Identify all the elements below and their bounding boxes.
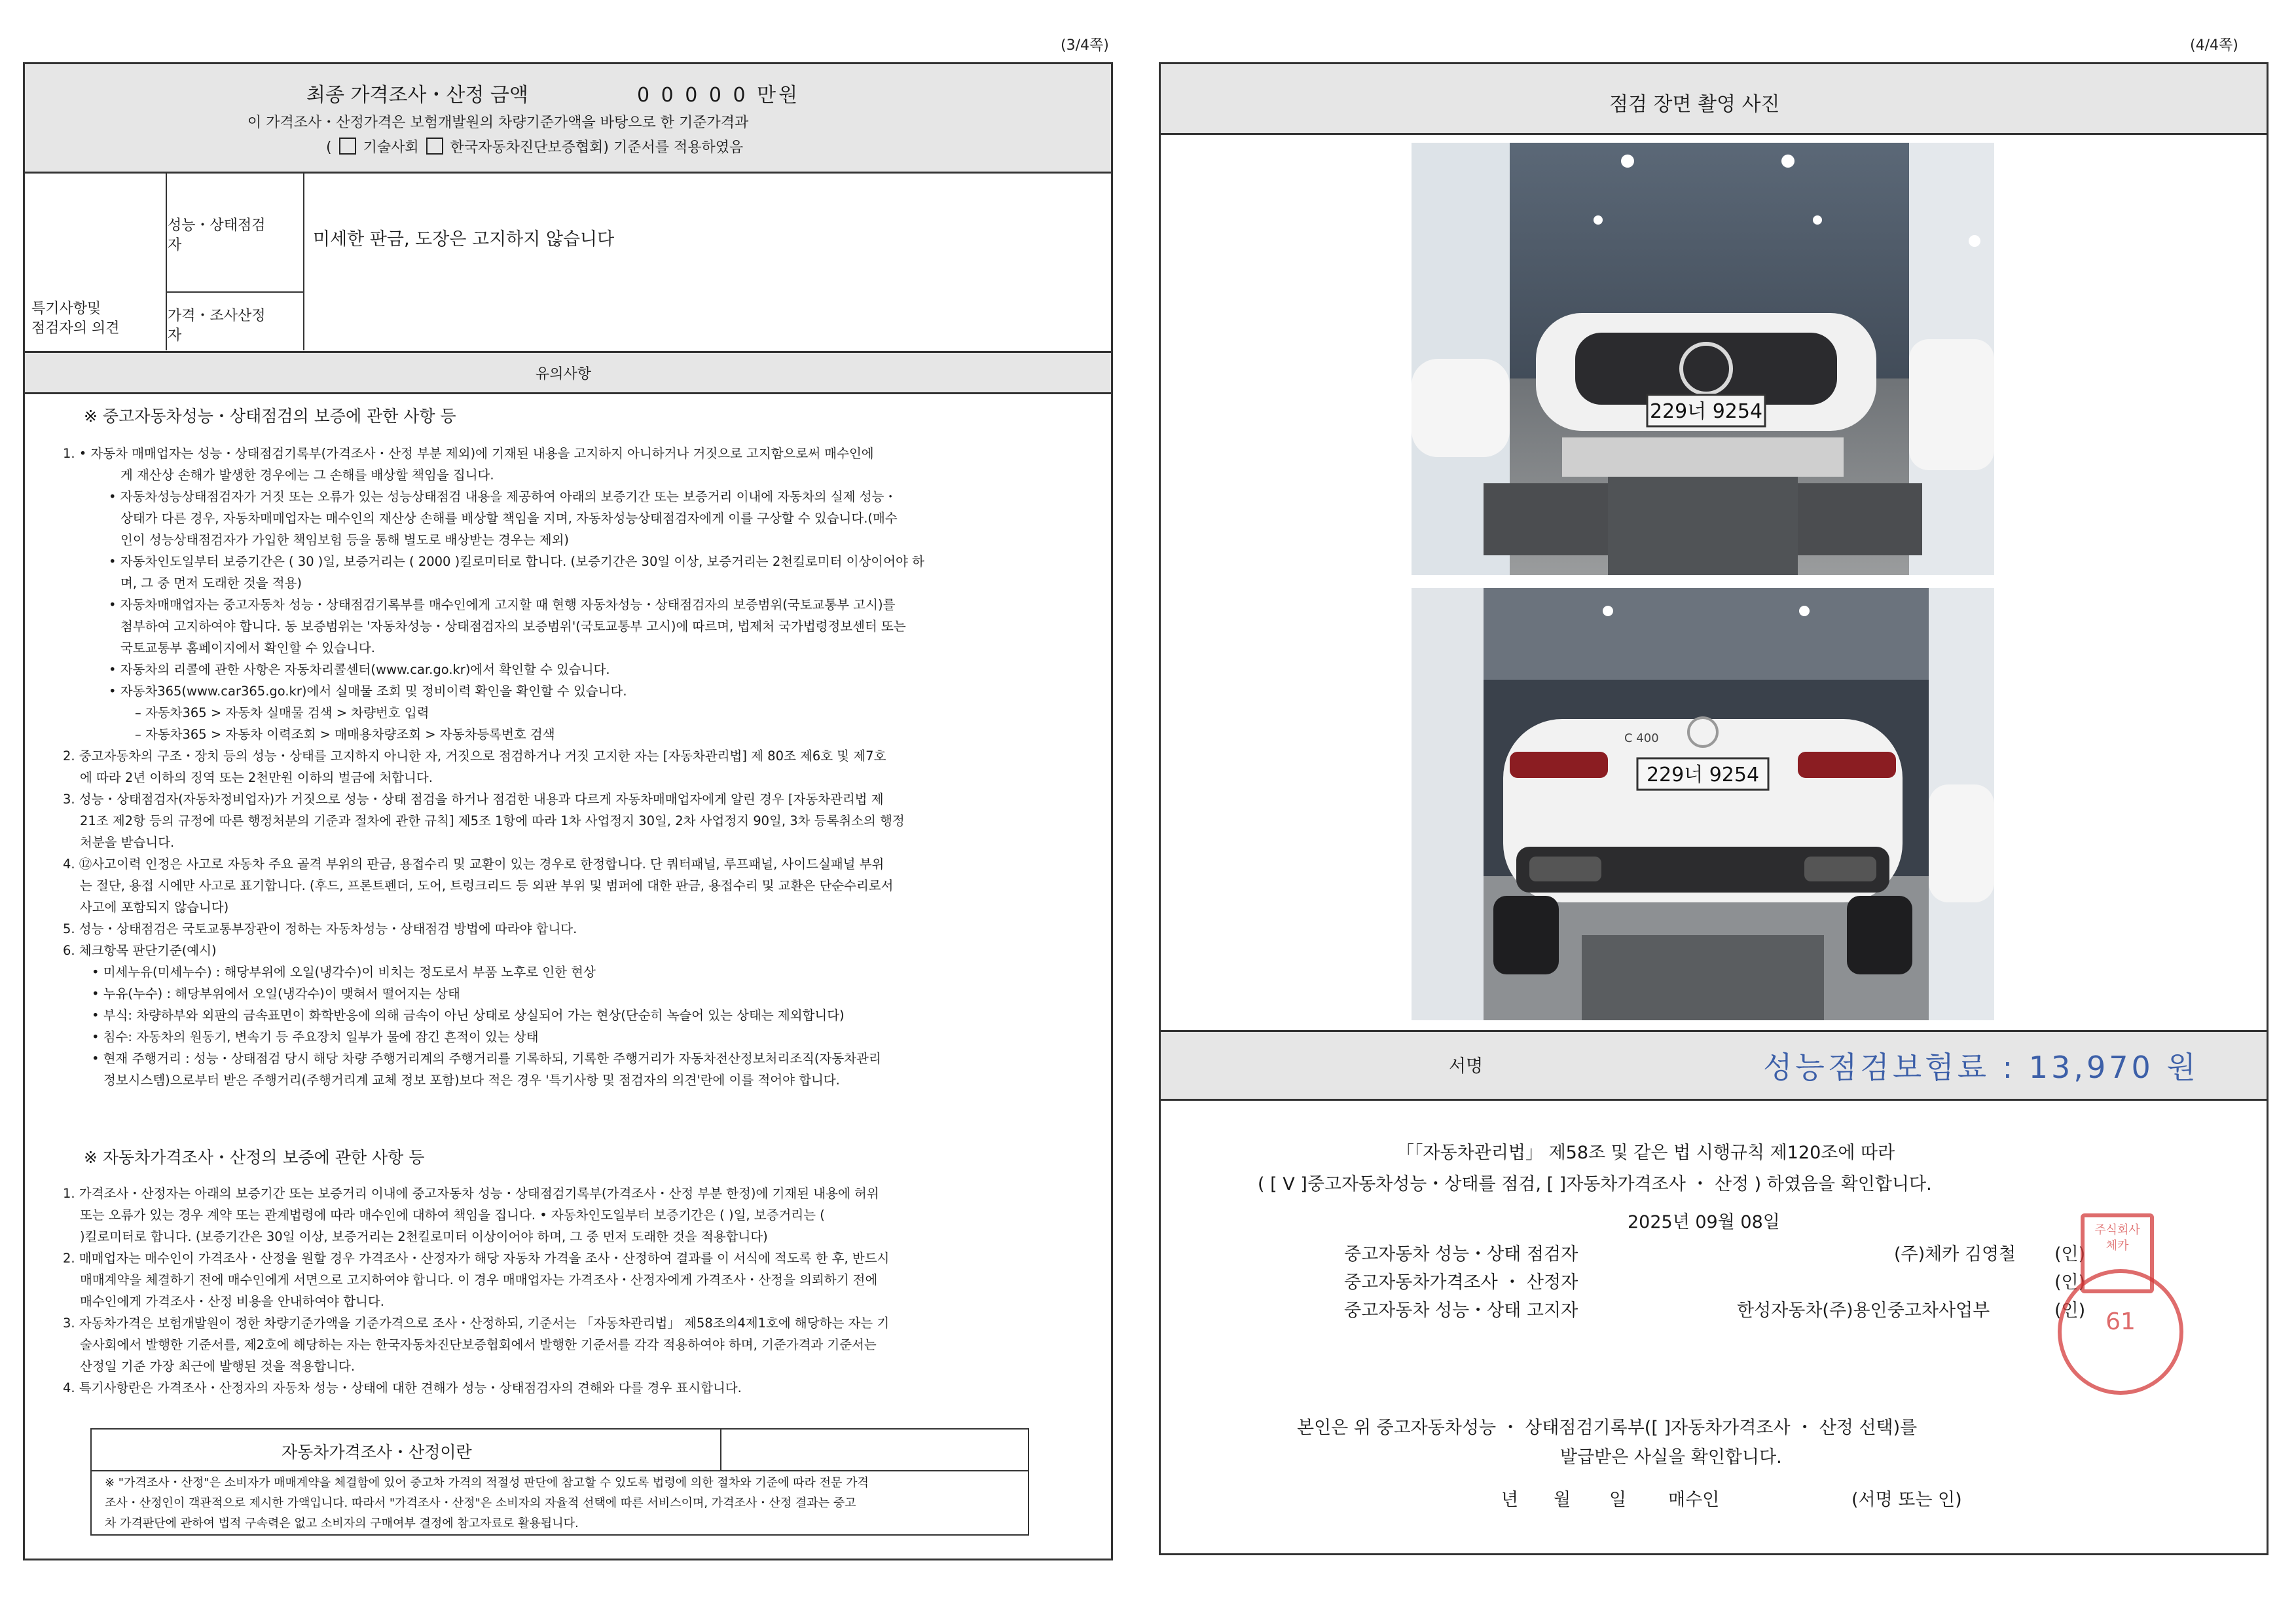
front-car-illustration — [1412, 143, 1994, 575]
s1-line: • 자동차성능상태점검자가 거짓 또는 오류가 있는 성능상태점검 내용을 제공하여 아래의 보증기간 또는 보증거리 이내에 자동차의 실제 성능・ — [109, 489, 897, 504]
s2-line: 4. 특기사항란은 가격조사・산정자의 자동차 성능・상태에 대한 견해가 성능・상태점검자의 견해와 다를 경우 표시합니다. — [63, 1380, 742, 1395]
signer-role: 중고자동차 성능・상태 점검자 — [1344, 1244, 1578, 1264]
s2-line: 산정일 기준 가장 최근에 발행된 것을 적용합니다. — [80, 1359, 355, 1374]
rear-badge-text: C 400 — [1624, 731, 1659, 745]
s1-line: • 부식: 차량하부와 외판의 금속표면이 화학반응에 의해 금속이 아닌 상태로 상실되어 가는 현상(단순히 녹슬어 있는 상태는 제외합니다) — [92, 1008, 845, 1023]
definition-title-cell — [92, 1430, 721, 1471]
s1-line: • 현재 주행거리 : 성능・상태점검 당시 해당 차량 주행거리계의 주행거리를 기록하되, 기록한 주행거리가 자동차전산정보처리조직(자동차관리 — [92, 1051, 881, 1066]
page-number-right: (4/4쪽) — [2190, 37, 2238, 54]
s2-line: 술사회에서 발행한 기준서를, 제2호에 해당하는 자는 한국자동차진단보증협회에서 발행한 기준서를 각각 적용하여야 하며, 기준가격과 기준서는 — [80, 1337, 877, 1352]
standard-options — [326, 136, 743, 157]
s2-line: 매매계약을 체결하기 전에 매수인에게 서면으로 고지하여야 합니다. 이 경우 매매업자는 가격조사・산정자에게 가격조사・산정을 의뢰하기 전에 — [80, 1272, 878, 1287]
s1-line: 상태가 다른 경우, 자동차매매업자는 매수인의 재산상 손해를 배상할 책임을 지며, 자동차성능상태점검자에게 이를 구상할 수 있습니다.(매수 — [120, 511, 898, 526]
buyer-day: 일 — [1609, 1490, 1627, 1510]
s2-line: 매수인에게 가격조사・산정 비용을 안내하여야 합니다. — [80, 1294, 384, 1309]
option-kadsa: 한국자동차진단보증협회) 기준서를 적용하였음 — [450, 139, 744, 156]
s1-line: • 침수: 자동차의 원동기, 변속기 등 주요장치 일부가 물에 잠긴 흔적이 있는 상태 — [92, 1029, 539, 1044]
s2-line: 또는 오류가 있는 경우 계약 또는 관계법령에 따라 매수인에 대하여 책임을 집니다. • 자동차인도일부터 보증기간은 ( )일, 보증거리는 ( — [80, 1208, 825, 1223]
signer-name: (주)체카 김영철 — [1894, 1244, 2016, 1264]
s1-line: 3. 성능・상태점검자(자동차정비업자)가 거짓으로 성능・상태 점검을 하거나 점검한 내용과 다르게 자동차매매업자에게 알린 경우 [자동차관리법 제 — [63, 792, 884, 807]
stamp-number: 61 — [2105, 1308, 2136, 1335]
definition-line: 조사・산정인이 객관적으로 제시한 가액입니다. 따라서 "가격조사・산정"은 소비자의 자율적 선택에 따른 서비스이며, 가격조사・산정 결과는 중고 — [105, 1496, 856, 1510]
signer-seal: (인) — [2054, 1272, 2086, 1293]
buyer-month: 월 — [1554, 1490, 1571, 1510]
receipt-line-2: 발급받은 사실을 확인합니다. — [1560, 1447, 1782, 1467]
definition-title: 자동차가격조사・산정이란 — [282, 1443, 472, 1462]
s1-line: 에 따라 2년 이하의 징역 또는 2천만원 이하의 벌금에 처합니다. — [80, 770, 433, 785]
divider — [166, 291, 303, 293]
receipt-line-1: 본인은 위 중고자동차성능 ・ 상태점검기록부([ ]자동차가격조사 ・ 산정 선택)를 — [1297, 1418, 1918, 1438]
s1-line: 5. 성능・상태점검은 국토교통부장관이 정하는 자동차성능・상태점검 방법에 따라야 합니다. — [63, 921, 577, 936]
notice-header — [25, 353, 1111, 392]
round-seal-stamp — [2058, 1269, 2183, 1395]
section1-list — [63, 443, 1097, 1091]
s2-line: )킬로미터로 합니다. (보증기간은 30일 이상, 보증거리는 2천킬로미터 이상이어야 하며, 그 중 먼저 도래한 것을 적용합니다) — [80, 1229, 768, 1244]
photo-header — [1161, 64, 2267, 133]
rear-plate-text: 229너 9254 — [1646, 764, 1760, 786]
s1-line: – 자동차365 > 자동차 실매물 검색 > 차량번호 입력 — [135, 705, 429, 720]
remarks-section-label — [31, 299, 120, 339]
front-inspection-photo — [1412, 143, 1994, 575]
final-price-box — [25, 64, 1111, 172]
insurance-fee: 성능점검보험료 : 13,970 원 — [1763, 1050, 2199, 1085]
s1-line: 1. • 자동차 매매업자는 성능・상태점검기록부(가격조사・산정 부분 제외)에 기재된 내용을 고지하지 아니하거나 거짓으로 고지함으로써 매수인에 — [63, 446, 874, 461]
s1-line: 정보시스템)으로부터 받은 주행거리(주행거리계 교체 정보 포함)보다 적은 경우 '특기사항 및 점검자의 의견'란에 이를 적어야 합니다. — [103, 1073, 840, 1088]
buyer-sign: (서명 또는 인) — [1851, 1490, 1962, 1510]
appraiser-label-line2: 자 — [168, 327, 182, 344]
checkbox-kadsa[interactable] — [426, 138, 443, 155]
definition-line: ※ "가격조사・산정"은 소비자가 매매계약을 체결함에 있어 중고차 가격의 적절성 판단에 참고할 수 있도록 법령에 의한 절차와 기준에 따라 전문 가격 — [105, 1476, 869, 1490]
definition-text — [105, 1473, 1021, 1534]
s1-line: • 자동차365(www.car365.go.kr)에서 실매물 조회 및 정비이력 확인을 확인할 수 있습니다. — [109, 684, 627, 699]
remarks-label-line1: 특기사항및 — [31, 301, 101, 317]
section2-title: ※ 자동차가격조사・산정의 보증에 관한 사항 등 — [84, 1148, 425, 1167]
definition-box — [90, 1428, 1029, 1536]
remarks-label-line2: 점검자의 의견 — [31, 320, 120, 337]
signer-name: 한성자동차(주)용인중고차사업부 — [1737, 1301, 1990, 1321]
paren-open: ( — [326, 139, 332, 156]
appraiser-label — [168, 306, 266, 346]
photo-title: 점검 장면 촬영 사진 — [1609, 93, 1780, 116]
buyer-label: 매수인 — [1668, 1490, 1720, 1510]
signer-role: 중고자동차 성능・상태 고지자 — [1344, 1301, 1578, 1321]
definition-line: 차 가격판단에 관하여 법적 구속력은 없고 소비자의 구매여부 결정에 참고자료로 활용됩니다. — [105, 1517, 579, 1530]
front-plate-text: 229너 9254 — [1649, 400, 1763, 423]
page-number-left: (3/4쪽) — [1061, 37, 1109, 54]
final-price-label: 최종 가격조사・산정 금액 — [306, 84, 528, 107]
checkbox-tech-society[interactable] — [339, 138, 356, 155]
divider — [303, 172, 304, 350]
s1-line: 21조 제2항 등의 규정에 따른 행정처분의 기준과 절차에 관한 규칙] 제5조 1항에 따라 1차 사업정지 30일, 2차 사업정지 90일, 3차 등록취소의 행정 — [80, 813, 905, 828]
inspector-label-line2: 자 — [168, 237, 182, 253]
inspector-label-line1: 성능・상태점검 — [168, 217, 266, 234]
appraiser-label-line1: 가격・조사산정 — [168, 308, 266, 324]
s1-line: – 자동차365 > 자동차 이력조회 > 매매용차량조회 > 자동차등록번호 검색 — [135, 727, 555, 742]
confirm-line-1: 「「자동차관리법」 제58조 및 같은 법 시행규칙 제120조에 따라 — [1396, 1143, 1895, 1163]
rear-inspection-photo — [1412, 588, 1994, 1020]
s1-line: 국토교통부 홈페이지에서 확인할 수 있습니다. — [120, 640, 375, 655]
buyer-year: 년 — [1501, 1490, 1519, 1510]
s1-line: 처분을 받습니다. — [80, 835, 175, 850]
left-form — [23, 62, 1113, 1560]
inspector-opinion: 미세한 판금, 도장은 고지하지 않습니다 — [313, 229, 615, 249]
option-tech-society: 기술사회 — [363, 139, 419, 156]
s1-line: 첨부하여 고지하여야 합니다. 동 보증범위는 '자동차성능・상태점검자의 보증범위'(국토교통부 고시)에 따르며, 법제처 국가법령정보센터 또는 — [120, 619, 906, 634]
divider — [166, 172, 167, 350]
s1-line: • 미세누유(미세누수) : 해당부위에 오일(냉각수)이 비치는 정도로서 부품 노후로 인한 현상 — [92, 965, 596, 980]
rear-car-illustration — [1412, 588, 1994, 1020]
signature-row — [1161, 1032, 2267, 1099]
confirm-line-2: ( [ V ]중고자동차성능・상태를 점검, [ ]자동차가격조사 ・ 산정 ) 하였음을 확인합니다. — [1258, 1174, 1932, 1194]
section1-title: ※ 중고자동차성능・상태점검의 보증에 관한 사항 등 — [84, 407, 456, 426]
inspector-label — [168, 216, 266, 255]
stamp-text: 주식회사 체카 — [2094, 1223, 2140, 1253]
confirm-date: 2025년 09월 08일 — [1628, 1212, 1780, 1232]
final-price-desc: 이 가격조사・산정가격은 보험개발원의 차량기준가액을 바탕으로 한 기준가격과 — [247, 115, 749, 131]
signer-seal: (인) — [2054, 1301, 2086, 1321]
s1-line: 사고에 포함되지 않습니다) — [80, 900, 229, 915]
s1-line: 며, 그 중 먼저 도래한 것을 적용) — [120, 576, 302, 591]
s1-line: 는 절단, 용접 시에만 사고로 표기합니다. (후드, 프론트펜더, 도어, 트렁크리드 등 외판 부위 및 범퍼에 대한 판금, 용접수리 및 교환은 단순수리로서 — [80, 878, 894, 893]
s1-line: 2. 중고자동차의 구조・장치 등의 성능・상태를 고지하지 아니한 자, 거짓으로 점검하거나 거짓 고지한 자는 [자동차관리법] 제 80조 제6호 및 제7호 — [63, 748, 886, 764]
section2-list — [63, 1183, 1097, 1399]
s2-line: 2. 매매업자는 매수인이 가격조사・산정을 원할 경우 가격조사・산정자가 해당 자동차 가격을 조사・산정하여 결과를 이 서식에 적도록 한 후, 반드시 — [63, 1251, 890, 1266]
signer-seal: (인) — [2054, 1244, 2086, 1264]
s1-line: 4. ⑫사고이력 인정은 사고로 자동차 주요 골격 부위의 판금, 용접수리 및 교환이 있는 경우로 한정합니다. 단 쿼터패널, 루프패널, 사이드실패널 부위 — [63, 857, 884, 872]
s1-line: 6. 체크항목 판단기준(예시) — [63, 943, 217, 958]
notice-title: 유의사항 — [536, 366, 592, 382]
s1-line: • 누유(누수) : 해당부위에서 오일(냉각수)이 맺혀서 떨어지는 상태 — [92, 986, 460, 1001]
s1-line: 인이 성능상태점검자가 가입한 책임보험 등을 통해 별도로 배상받는 경우는 제외) — [120, 532, 570, 547]
signature-label: 서명 — [1449, 1056, 1484, 1077]
s2-line: 1. 가격조사・산정자는 아래의 보증기간 또는 보증거리 이내에 중고자동차 성능・상태점검기록부(가격조사・산정 부분 한정)에 기재된 내용에 허위 — [63, 1186, 879, 1201]
right-form — [1159, 62, 2269, 1555]
final-price-value: 0 0 0 0 0 만원 — [637, 84, 801, 107]
s1-line: • 자동차의 리콜에 관한 사항은 자동차리콜센터(www.car.go.kr)에서 확인할 수 있습니다. — [109, 662, 610, 677]
s1-line: • 자동차인도일부터 보증기간은 ( 30 )일, 보증거리는 ( 2000 )킬로미터로 합니다. (보증기간은 30일 이상, 보증거리는 2천킬로미터 이상이어야 하 — [109, 554, 924, 569]
s1-line: 게 재산상 손해가 발생한 경우에는 그 손해를 배상할 책임을 집니다. — [120, 468, 494, 483]
s1-line: • 자동차매매업자는 중고자동차 성능・상태점검기록부를 매수인에게 고지할 때 현행 자동차성능・상태점검자의 보증범위(국토교통부 고시)를 — [109, 597, 896, 612]
s2-line: 3. 자동차가격은 보험개발원이 정한 차량기준가액을 기준가격으로 조사・산정하되, 기준서는 「자동차관리법」 제58조의4제1호에 해당하는 자는 기 — [63, 1316, 890, 1331]
signer-role: 중고자동차가격조사 ・ 산정자 — [1344, 1272, 1578, 1293]
